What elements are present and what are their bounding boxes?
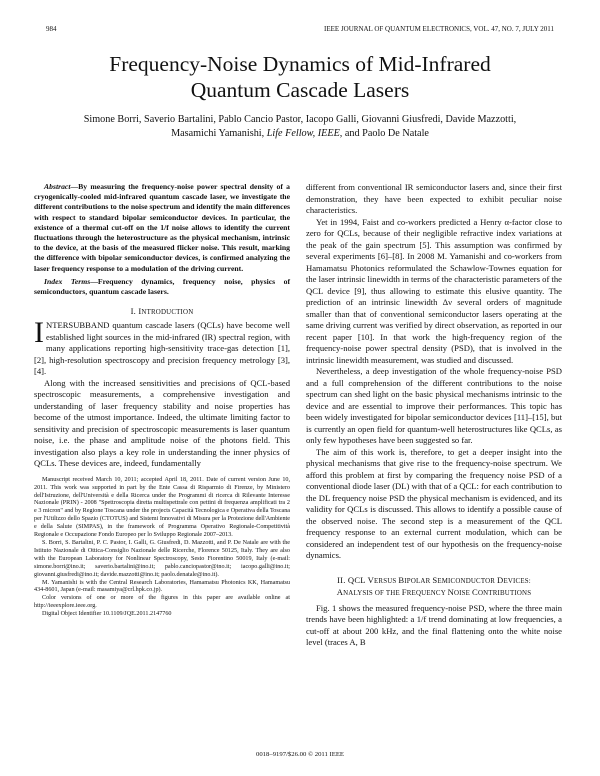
copyright-code: 0018–9197/$26.00 © 2011 IEEE xyxy=(255,751,345,758)
title-line-2: Quantum Cascade Lasers xyxy=(190,78,410,102)
footnote-affiliation-ino: S. Borri, S. Bartalini, P. C. Pastor, I. Galli, G. Giusfredi, D. Mazzotti, and P. De Natale are with the Istituto Nazionale di Ottica-Consiglio Nazionale delle Ricerche, Florence 50125, Italy. They are also with the European Laboratory for Nonlinear Spectroscopy, Sesto Fiorentino 50019, Italy (e-mail: simone.borri@ino.it; saverio.bartalini@ino.it; pablo.canciopastor@ino.it; iacopo.galli@ino.it; giovanni.giusfredi@ino.it; davide.mazzotti@ino.it; paolo.denatale@ino.it). xyxy=(34,539,290,578)
intro-paragraph-5: Nevertheless, a deep investigation of the whole frequency-noise PSD and a full comprehension of the different contributions to the noise spectrum can shed light on the basic physical mechanisms intrinsic to the device and are essential to improve their performances. This topic has been widely investigated for bipolar semiconductor devices [11]–[15], but is currently an open field for quantum-well heterostructures like QCLs, as only few hypotheses have been suggested so far. xyxy=(306,366,562,445)
section-heading-qcl-vs-bipolar xyxy=(306,575,562,599)
drop-cap: I xyxy=(34,316,44,350)
author-list xyxy=(40,113,560,141)
intro-paragraph-3: different from conventional IR semiconductor lasers and, since their first demonstration, they have been expected to exhibit peculiar noise characteristics. xyxy=(306,182,562,215)
section2-title-line-2: ANALYSIS OF THE FREQUENCY NOISE CONTRIBUTIONS xyxy=(336,586,532,597)
intro-paragraph-6: The aim of this work is, therefore, to get a deeper insight into the physical mechanisms that give rise to the frequency-noise spectrum. We afford this problem at first by comparing the frequency noise PSD of a conventional diode laser (DL) with that of a QCL: for each contribution to the DL frequency noise PSD the physical mechanism is evidenced, and its validity for QCLs is discussed. This allows to identify a possible cause of the observed noise. The second step is a measurement of the QCL frequency response to an external current modulation, which can be considered an independent test of our hypothesis on the frequency-noise dynamics. xyxy=(306,446,562,560)
footnote-color-versions: Color versions of one or more of the figures in this paper are available online at http://ieeexplore.ieee.org. xyxy=(34,595,290,610)
index-terms-label: Index Terms xyxy=(44,276,91,286)
author-affiliation-title: Life Fellow, IEEE, xyxy=(266,128,343,139)
footnotes xyxy=(34,477,290,619)
intro-paragraph-4: Yet in 1994, Faist and co-workers predicted a Henry α-factor close to zero for QCLs, because of their negligible refractive index variations at the peak of the gain spectrum [5]. This assumption was confirmed by several experiments [6]–[8]. In 2008 M. Yamanishi and co-workers from Hamamatsu Photonics reformulated the Schawlow-Townes equation for the laser intrinsic linewidth in terms of the characteristic parameters of the QCL device [9], thus allowing to estimate this elusive quantity. The prediction of an intrinsic linewidth Δν several orders of magnitude smaller than that of conventional semiconductor lasers operating at the same driving current was verified by direct observation, as reported in our recent paper [10]. In that work the high-frequency region of the frequency-noise power spectral density (PSD), that is involved in the intrinsic linewidth measurement, was studied and discussed. xyxy=(306,216,562,365)
authors-line-2 xyxy=(40,127,560,141)
section2-title-line-1: II. QCL VERSUS BIPOLAR SEMICONDUCTOR DEVICES: xyxy=(337,574,531,585)
section-heading-introduction: I. INTRODUCTION xyxy=(130,306,194,317)
authors-line-1: Simone Borri, Saverio Bartalini, Pablo Cancio Pastor, Iacopo Galli, Giovanni Giusfredi, Davide Mazzotti, xyxy=(83,114,517,125)
footnote-affiliation-hamamatsu: M. Yamanishi is with the Central Research Laboratories, Hamamatsu Photonics KK, Hamamatsu 434-8601, Japan (e-mail: masamiya@crl.hpk.co.jp). xyxy=(34,579,290,594)
intro-paragraph-2: Along with the increased sensitivities and precisions of QCL-based spectroscopic measurements, a comprehensive investigation and understanding of laser frequency stability and noise properties has become of the utmost importance. Indeed, the ultimate limiting factor to sensitivity and precision of spectroscopic measurements is laser quantum noise, i.e. the phase and amplitude noise of the photons field. This investigation also plays a key role in understanding the inner physics of QCLs. These devices are, indeed, fundamentally xyxy=(34,377,290,469)
author-de-natale: and Paolo De Natale xyxy=(342,128,429,139)
running-head xyxy=(46,25,554,37)
abstract-label: Abstract xyxy=(44,182,71,191)
page-number: 984 xyxy=(46,25,57,33)
abstract xyxy=(34,182,290,274)
footnote-manuscript: Manuscript received March 10, 2011; accepted April 18, 2011. Date of current version June 10, 2011. This work was supported in part by the Ente Cassa di Risparmio di Firenze, by Ministero dell'Istruzione, dell'Università e della Ricerca under the Programmi di ricerca di Rilevante Interesse Nazionale (PRIN) - 2008 "Spettroscopia diretta multispettrale con pettini di frequenza amplificati tra 2 e 3 micron" and by Regione Toscana under the projects Capacità Tecnologica e Operativa della Toscana per l'Utilizzo dello Spazio (CTOTUS) and Sistemi Innovativi di Misura per la Protezione dell'Ambiente e della Salute (SIMPAS), in the framework of Programma Operativo Regionale-Competitività Regionale e Occupazione Fondo Europeo per lo Sviluppo Regionale 2007–2013. xyxy=(34,476,290,539)
footnote-doi: Digital Object Identifier 10.1109/JQE.2011.2147760 xyxy=(42,611,172,618)
index-terms xyxy=(34,277,290,297)
section2-paragraph-1: Fig. 1 shows the measured frequency-noise PSD, where the three main trends have been highlighted: a 1/f trend dominating at low frequencies, a cut-off at about 200 kHz, and the final flattening onto the white noise level (traces A, B xyxy=(306,602,562,647)
abstract-text: —By measuring the frequency-noise power spectral density of a cryogenically-cooled mid-infrared quantum cascade laser, we investigate the different contributions to the noise spectrum and identify the main differences with respect to standard bipolar semiconductor devices. In particular, the existence of a thermal cut-off on the 1/f noise allows to identify the current fluctuations through the heterostructure as the physical mechanism, intrinsic to the device, at the basis of the measured flicker noise. This result, marking the difference with bipolar semiconductor devices, is confirmed analyzing the laser frequency response to a modulation of the driving current. xyxy=(34,182,290,273)
right-column xyxy=(306,182,562,649)
left-column xyxy=(34,182,290,619)
intro-paragraph-1: INTERSUBBAND quantum cascade lasers (QCLs) have become well established light sources in the mid-infrared (IR) spectral region, with many applications reporting high-sensitivity trace-gas detection [1], [2], high-resolution spectroscopy and precision frequency metrology [3], [4]. xyxy=(34,316,290,377)
paper-title xyxy=(40,51,560,103)
index-terms-text: —Frequency dynamics, frequency noise, physics of semiconductors, quantum cascade lasers. xyxy=(34,276,290,297)
title-line-1: Frequency-Noise Dynamics of Mid-Infrared xyxy=(109,52,491,76)
journal-info: IEEE JOURNAL OF QUANTUM ELECTRONICS, VOL. 47, NO. 7, JULY 2011 xyxy=(324,25,554,33)
author-yamanishi: Masamichi Yamanishi, xyxy=(171,128,267,139)
